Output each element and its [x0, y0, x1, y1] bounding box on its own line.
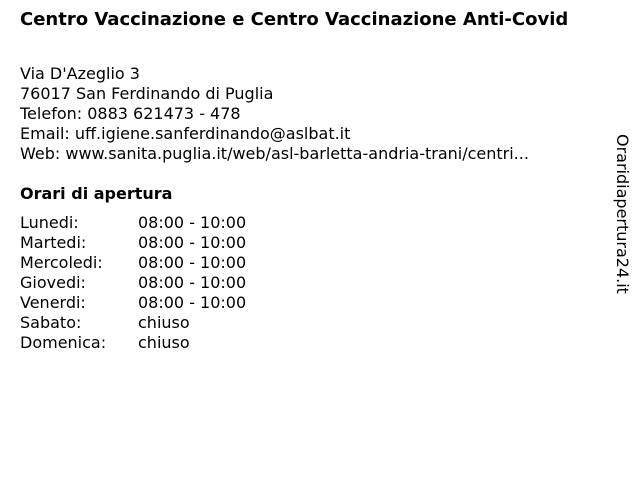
hours-row-wednesday [20, 253, 246, 273]
time-value: 08:00 - 10:00 [138, 293, 247, 312]
address-block [20, 64, 529, 164]
hours-row-monday [20, 213, 246, 233]
time-value: chiuso [138, 313, 190, 332]
hours-row-thursday [20, 273, 246, 293]
hours-row-tuesday [20, 233, 246, 253]
day-label: Domenica: [20, 333, 107, 352]
street-address: Via D'Azeglio 3 [20, 64, 140, 83]
city-address: 76017 San Ferdinando di Puglia [20, 84, 274, 103]
time-value: chiuso [138, 333, 190, 352]
opening-hours-heading: Orari di apertura [20, 184, 173, 203]
brand-text: Oraridiapertura24.it [613, 134, 632, 294]
time-value: 08:00 - 10:00 [138, 253, 247, 272]
website-link[interactable]: Web: www.sanita.puglia.it/web/asl-barletta-andria-trani/centri... [20, 144, 529, 163]
hours-row-sunday [20, 333, 246, 353]
opening-hours-table [20, 213, 246, 353]
phone-number: Telefon: 0883 621473 - 478 [20, 104, 241, 123]
brand-watermark [612, 134, 632, 311]
time-value: 08:00 - 10:00 [138, 233, 247, 252]
day-label: Lunedi: [20, 213, 79, 232]
day-label: Mercoledi: [20, 253, 103, 272]
email-address: Email: uff.igiene.sanferdinando@aslbat.it [20, 124, 351, 143]
hours-row-friday [20, 293, 246, 313]
page-title: Centro Vaccinazione e Centro Vaccinazione Anti-Covid [20, 9, 569, 30]
time-value: 08:00 - 10:00 [138, 213, 247, 232]
time-value: 08:00 - 10:00 [138, 273, 247, 292]
day-label: Sabato: [20, 313, 82, 332]
hours-row-saturday [20, 313, 246, 333]
day-label: Martedi: [20, 233, 87, 252]
day-label: Venerdi: [20, 293, 86, 312]
day-label: Giovedi: [20, 273, 86, 292]
